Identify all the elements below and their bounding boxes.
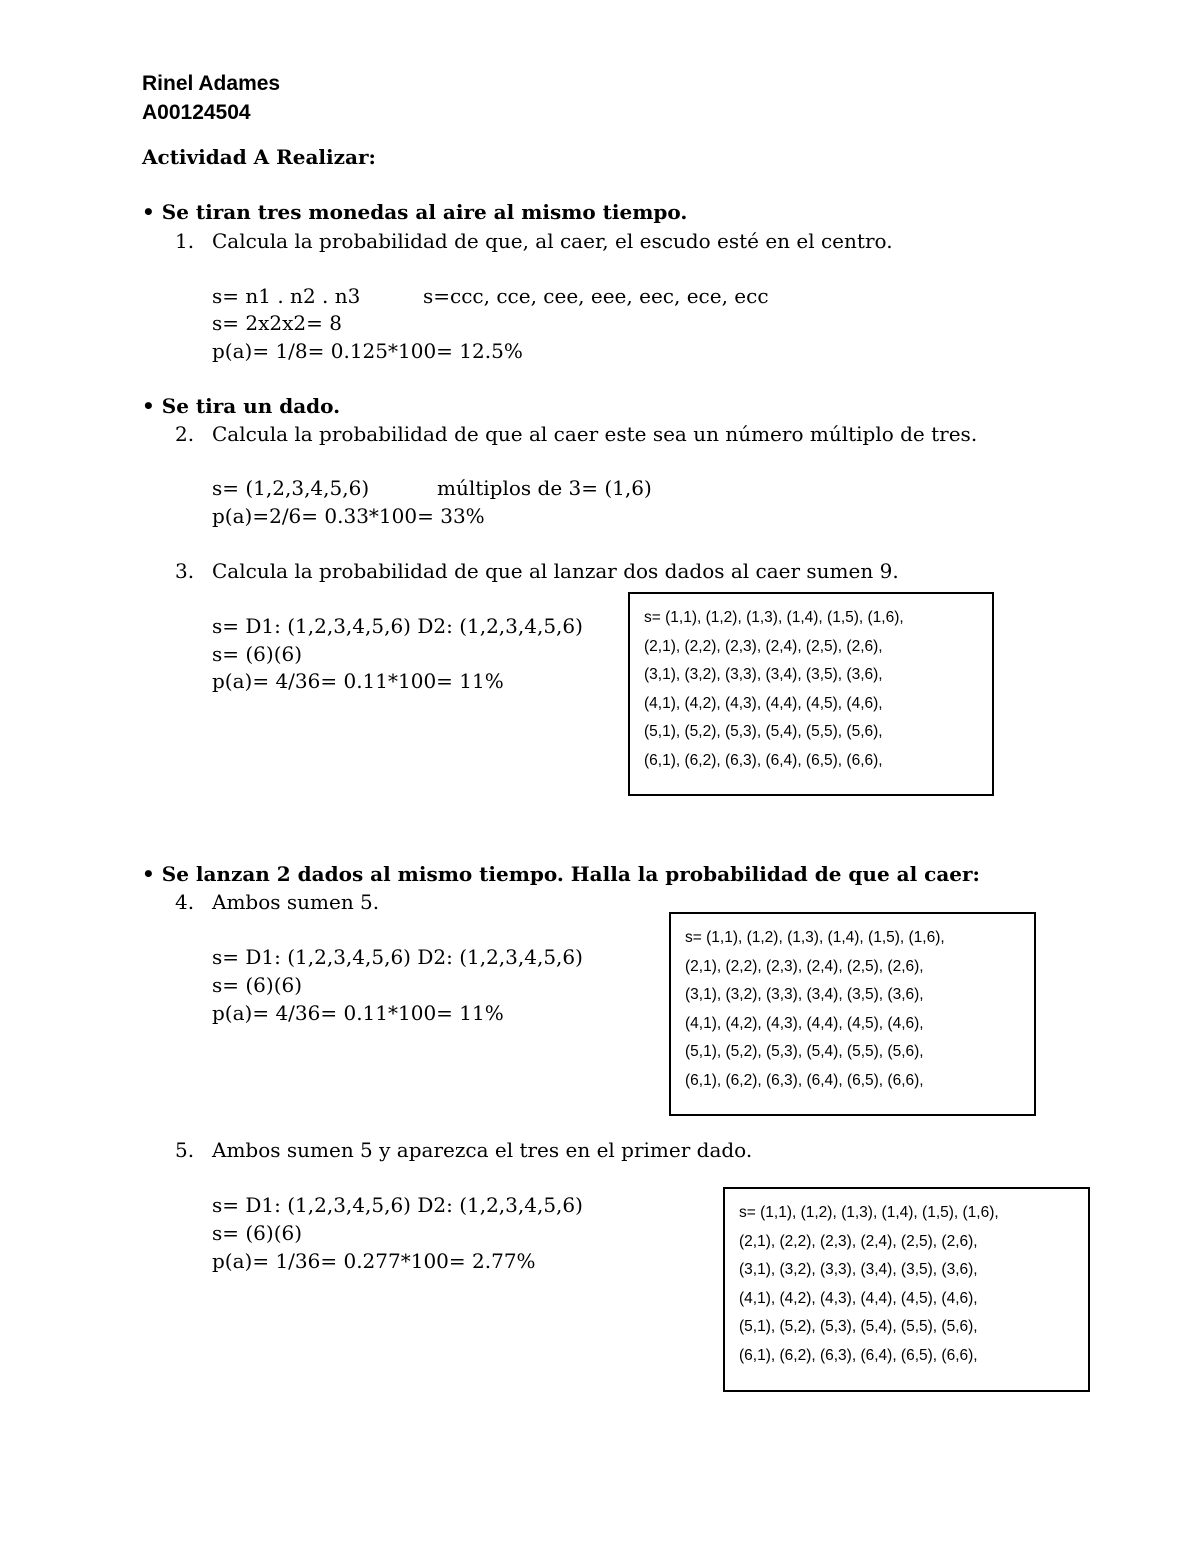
q3-sample-space: s= D1: (1,2,3,4,5,6) D2: (1,2,3,4,5,6)	[212, 614, 583, 638]
q1-sample-size: s= 2x2x2= 8	[212, 311, 342, 335]
q4-probability: p(a)= 4/36= 0.11*100= 11%	[212, 1001, 504, 1025]
q3-sample-size: s= (6)(6)	[212, 642, 303, 666]
outcomes-row: (2,1), (2,2), (2,3), (2,4), (2,5), (2,6),	[644, 637, 883, 655]
q4-sample-size: s= (6)(6)	[212, 973, 303, 997]
q1-text: Calcula la probabilidad de que, al caer, el escudo esté en el centro.	[212, 229, 893, 253]
outcomes-row: (4,1), (4,2), (4,3), (4,4), (4,5), (4,6),	[685, 1014, 924, 1032]
q3-probability: p(a)= 4/36= 0.11*100= 11%	[212, 669, 504, 693]
q1-sample-formula: s= n1 . n2 . n3	[212, 284, 361, 308]
q2-sample-space: s= (1,2,3,4,5,6)	[212, 476, 370, 500]
outcomes-row: (5,1), (5,2), (5,3), (5,4), (5,5), (5,6),	[739, 1318, 978, 1335]
q5-text: Ambos sumen 5 y aparezca el tres en el primer dado.	[212, 1138, 753, 1162]
outcomes-row: (4,1), (4,2), (4,3), (4,4), (4,5), (4,6),	[644, 694, 883, 712]
outcomes-row: (3,1), (3,2), (3,3), (3,4), (3,5), (3,6),	[644, 666, 883, 683]
q4-outcomes-box	[669, 912, 1036, 1116]
section-coins-heading: • Se tiran tres monedas al aire al mismo tiempo.	[142, 200, 688, 224]
outcomes-row: s= (1,1), (1,2), (1,3), (1,4), (1,5), (1,6),	[644, 609, 904, 626]
q2-text: Calcula la probabilidad de que al caer este sea un número múltiplo de tres.	[212, 422, 978, 446]
outcomes-row: (6,1), (6,2), (6,3), (6,4), (6,5), (6,6),	[644, 751, 883, 769]
q1-number: 1.	[175, 229, 195, 253]
outcomes-row: (2,1), (2,2), (2,3), (2,4), (2,5), (2,6),	[685, 957, 924, 975]
q4-number: 4.	[175, 890, 195, 914]
outcomes-row: (5,1), (5,2), (5,3), (5,4), (5,5), (5,6),	[685, 1043, 924, 1060]
outcomes-row: (3,1), (3,2), (3,3), (3,4), (3,5), (3,6),	[739, 1261, 978, 1278]
q5-number: 5.	[175, 1138, 195, 1162]
outcomes-row: s= (1,1), (1,2), (1,3), (1,4), (1,5), (1,6),	[685, 929, 945, 946]
q2-multiples: múltiplos de 3= (1,6)	[437, 476, 652, 500]
q2-number: 2.	[175, 422, 195, 446]
section-die-heading: • Se tira un dado.	[142, 394, 341, 418]
q3-text: Calcula la probabilidad de que al lanzar dos dados al caer sumen 9.	[212, 559, 899, 583]
outcomes-row: (5,1), (5,2), (5,3), (5,4), (5,5), (5,6),	[644, 723, 883, 740]
section-two-dice-heading: • Se lanzan 2 dados al mismo tiempo. Halla la probabilidad de que al caer:	[142, 862, 980, 886]
author-name: Rinel Adames	[142, 72, 281, 95]
activity-title: Actividad A Realizar:	[142, 145, 376, 169]
outcomes-row: (4,1), (4,2), (4,3), (4,4), (4,5), (4,6),	[739, 1289, 978, 1307]
outcomes-row: (3,1), (3,2), (3,3), (3,4), (3,5), (3,6),	[685, 986, 924, 1003]
q3-number: 3.	[175, 559, 195, 583]
student-id: A00124504	[142, 101, 251, 124]
q3-outcomes-box	[628, 592, 994, 796]
q1-sample-space: s=ccc, cce, cee, eee, eec, ece, ecc	[423, 284, 769, 308]
outcomes-row: (6,1), (6,2), (6,3), (6,4), (6,5), (6,6),	[739, 1346, 978, 1364]
q2-probability: p(a)=2/6= 0.33*100= 33%	[212, 504, 485, 528]
q4-sample-space: s= D1: (1,2,3,4,5,6) D2: (1,2,3,4,5,6)	[212, 945, 583, 969]
q4-text: Ambos sumen 5.	[212, 890, 380, 914]
outcomes-row: s= (1,1), (1,2), (1,3), (1,4), (1,5), (1,6),	[739, 1204, 999, 1221]
outcomes-row: (6,1), (6,2), (6,3), (6,4), (6,5), (6,6),	[685, 1071, 924, 1089]
q5-sample-size: s= (6)(6)	[212, 1221, 303, 1245]
outcomes-row: (2,1), (2,2), (2,3), (2,4), (2,5), (2,6),	[739, 1232, 978, 1250]
q5-probability: p(a)= 1/36= 0.277*100= 2.77%	[212, 1249, 536, 1273]
q5-sample-space: s= D1: (1,2,3,4,5,6) D2: (1,2,3,4,5,6)	[212, 1193, 583, 1217]
q1-probability: p(a)= 1/8= 0.125*100= 12.5%	[212, 339, 523, 363]
q5-outcomes-box	[723, 1187, 1090, 1392]
